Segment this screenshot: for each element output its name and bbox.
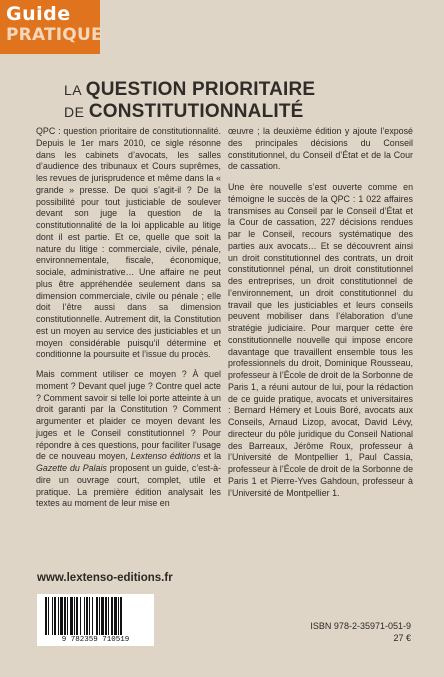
left-text-column xyxy=(36,126,221,518)
left-paragraph-2-text-b: et la xyxy=(200,451,222,462)
barcode-bar xyxy=(86,597,88,635)
barcode-bar xyxy=(111,597,113,635)
publisher-website: www.lextenso-editions.fr xyxy=(37,572,173,584)
barcode-bars xyxy=(37,594,154,638)
gazette-name-italic: Gazette du Palais xyxy=(36,463,107,473)
barcode-bar xyxy=(114,597,117,635)
barcode-bar xyxy=(45,597,47,635)
left-paragraph-2-text-c: proposent un guide, c’est-à-dire un ouvrage court, complet, utile et pratique. La première édition analysait les textes au moment de leur mise en xyxy=(36,463,221,509)
badge-guide-label: Guide xyxy=(6,3,71,25)
barcode-bar xyxy=(52,597,53,635)
barcode-bar xyxy=(101,597,104,635)
right-paragraph-1: œuvre ; la deuxième édition y ajoute l’exposé des principales décisions du Conseil constitutionnel, du Conseil d’État et de la Cour de cassation. xyxy=(228,126,413,172)
guide-pratique-badge xyxy=(0,0,103,54)
barcode-bar xyxy=(92,597,93,635)
left-paragraph-2-text-a: Mais comment utiliser ce moyen ? À quel moment ? Devant quel juge ? Contre quel acte ? Comment savoir si telle loi porte atteinte à un droit garanti par la Constitution ? Comment argumenter et plaider ce moyen devant les juges et le Conseil constitutionnel ? Pour répondre à ces questions, pour faciliter l’usage de ce nouveau moyen, xyxy=(36,369,221,462)
barcode-digits: 9 782359 710519 xyxy=(61,636,130,644)
title-question-prioritaire: QUESTION PRIORITAIRE xyxy=(85,79,316,100)
right-text-column xyxy=(228,126,413,508)
barcode-bar xyxy=(74,597,75,635)
barcode-bar xyxy=(60,597,63,635)
isbn-price-block xyxy=(310,620,411,644)
barcode-bar xyxy=(84,597,85,635)
barcode-bar xyxy=(118,597,119,635)
barcode-bar xyxy=(58,597,59,635)
barcode-bar xyxy=(70,597,73,635)
barcode-bar xyxy=(105,597,107,635)
right-paragraph-2: Une ère nouvelle s’est ouverte comme en témoigne le succès de la QPC : 1 022 affaires transmises au Conseil par le Conseil d’État et la Cour de cassation, 227 décisions rendues par le Conseil, recours systématique des parties aux avocats… Et se découvrent ainsi un droit constitutionnel des contrats, un droit constitutionnel pénal, un droit constitutionnel des entreprises, un droit constitutionnel de l’environnement, un droit constitutionnel du travail que les justiciables et leurs conseils peuvent mobiliser dans l’élaboration d’une stratégie judiciaire. Pour marquer cette ère constitutionnelle nouvelle qui impose encore davantage que travaillent ensemble tous les professionnels du droit, Dominique Rousseau, professeur à l’École de droit de la Sorbonne de Paris 1, a réuni autour de lui, pour la rédaction de ce guide pratique, avocats et universitaires : Bernard Hémery et Louis Boré, avocats aux Conseils, Arnaud Lizop, avocat, David Lévy, directeur du pôle juridique du Conseil National des Barreaux, Jérôme Roux, professeur à l’Université de Montpellier 1, Paul Cassia, professeur à l’École de droit de la Sorbonne de Paris 1 et Pierre-Yves Gahdoun, professeur à l’Université de Montpellier 1. xyxy=(228,182,414,498)
price: 27 € xyxy=(393,633,411,643)
barcode-bar xyxy=(80,597,81,635)
barcode-bar xyxy=(76,597,78,635)
barcode-bar xyxy=(54,597,56,635)
publisher-name-italic: Lextenso éditions xyxy=(130,451,201,462)
title-article-la: LA xyxy=(64,82,86,98)
barcode-bar xyxy=(89,597,90,635)
title-constitutionnalite: CONSTITUTIONNALITÉ xyxy=(88,101,304,122)
book-title xyxy=(64,79,424,123)
barcode-bar xyxy=(108,597,109,635)
barcode-bar xyxy=(99,597,100,635)
barcode xyxy=(37,594,154,646)
left-paragraph-1: QPC : question prioritaire de constitutionnalité. Depuis le 1er mars 2010, ce sigle résonne dans les cabinets d’avocats, les salles d’audience des tribunaux et Cours suprêmes, les revues de jurisprudence et même dans la « grande » presse. De quoi s’agit-il ? De la possibilité pour tout justiciable de soulever devant son juge la question de la constitutionnalité de la loi applicable au litige dont il est partie. Et ce, quelle que soit la nature du litige : commerciale, civile, pénale, environnementale, fiscale, économique, sociale, administrative… Une affaire ne peut plus être appréhendée seulement dans sa dimension commerciale, civile ou pénale ; elle doit l’être aussi dans sa dimension constitutionnelle. Autrement dit, la Constitution est un moyen au service des justiciables et un moyen considérable puisqu’il détermine et conditionne la poursuite et l’issue du procès. xyxy=(36,126,221,360)
isbn-number: ISBN 978-2-35971-051-9 xyxy=(310,621,411,631)
title-article-de: DE xyxy=(64,104,89,120)
barcode-bar xyxy=(48,597,49,635)
barcode-bar xyxy=(67,597,68,635)
barcode-bar xyxy=(96,597,98,635)
badge-pratique-label: PRATIQUE xyxy=(6,25,103,45)
barcode-bar xyxy=(64,597,66,635)
left-paragraph-2 xyxy=(36,369,221,510)
barcode-bar xyxy=(120,597,122,635)
